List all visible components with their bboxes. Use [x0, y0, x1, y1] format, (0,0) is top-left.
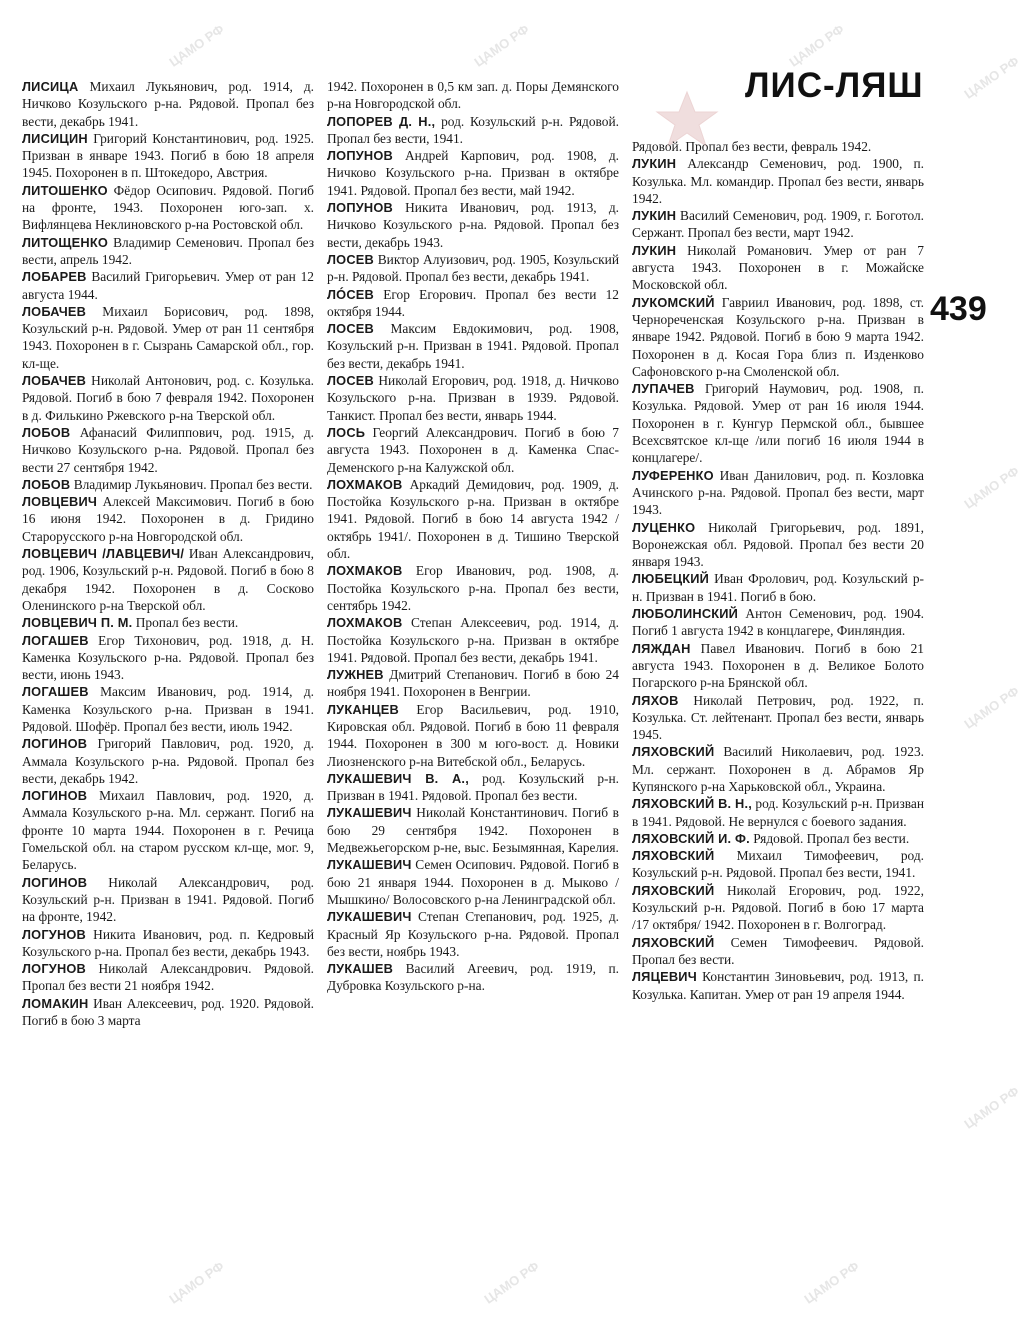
entry — [22, 683, 314, 735]
entry-details: Степан Алексеевич, род. 1914, д. Постойка Козульского р-на. Призван в октябре 1941. Рядовой. Пропал без вести, декабрь 1941. — [327, 615, 619, 665]
entry — [632, 640, 924, 692]
entry — [22, 476, 314, 493]
entry — [327, 424, 619, 476]
entry-details: Николай Константинович. Погиб в бою 29 сентября 1942. Похоронен в Медвежьегорском р-не, выс. Безымянная, Карелия. — [327, 805, 619, 856]
entry-details: Степан Степанович, род. 1925, д. Красный Яр Козульского р-на. Рядовой. Пропал без вести, ноябрь 1943. — [327, 909, 619, 959]
watermark-text: ЦАМО РФ — [166, 21, 227, 70]
entry-surname: ЛОПУНОВ — [327, 200, 393, 216]
entry-details: Иван Данилович, род. п. Козловка Ачинского р-на. Рядовой. Пропал без вести, март 1943. — [632, 467, 924, 518]
entry-surname: ЛИСИЦИН — [22, 130, 88, 146]
entry-details: Рядовой. Пропал без вести. — [753, 830, 910, 846]
entry-surname: ЛУКИН — [632, 156, 677, 172]
entry-surname: ЛУПАЧЕВ — [632, 381, 695, 397]
entry — [22, 926, 314, 961]
entry-details: Василий Семенович, род. 1909, г. Боготол. Сержант. Пропал без вести, март 1942. — [632, 208, 924, 241]
entry — [327, 476, 619, 562]
entry — [22, 614, 314, 631]
entry — [327, 286, 619, 321]
entry-surname: ЛЯХОВСКИЙ В. Н., — [632, 796, 753, 812]
entry-details: Иван Фролович, род. Козульский р-н. Призван в 1941. Погиб в бою. — [632, 571, 924, 604]
entry-surname: ЛУКАШЕВИЧ — [327, 857, 412, 873]
entry-details: Георгий Александрович. Погиб в бою 7 августа 1943. Похоронен в д. Каменка Спас-Деменского р-на Калужской обл. — [327, 424, 619, 475]
entry-surname: ЛУКИН — [632, 208, 677, 224]
entry-surname: ЛОБАЧЕВ — [22, 373, 87, 389]
entry-surname: ЛОГАШЕВ — [22, 684, 89, 700]
entry-surname: ЛЯХОВ — [632, 692, 679, 708]
entry-details: Егор Иванович, род. 1908, д. Постойка Козульского р-на. Пропал без вести, сентябрь 1942. — [327, 563, 619, 613]
entry-details: Семен Тимофеевич. Рядовой. Пропал без вести. — [632, 934, 924, 967]
entry — [327, 113, 619, 148]
entry-details: Алексей Максимович. Погиб в бою 16 июня 1942. Похоронен в д. Гридино Старорусского р-на Новгородской обл. — [22, 494, 314, 544]
entry-surname: ЛУКАШЕВ — [327, 961, 394, 977]
entry — [327, 251, 619, 286]
entry-surname: ЛУКАНЦЕВ — [327, 701, 399, 717]
entry-details: Дмитрий Степанович. Погиб в бою 24 ноября 1941. Похоронен в Венгрии. — [327, 667, 619, 700]
entry — [22, 960, 314, 995]
entry — [632, 380, 924, 466]
entry-surname: ЛУКАШЕВИЧ — [327, 909, 412, 925]
entry — [632, 968, 924, 1003]
entry-surname: ЛОГИНОВ — [22, 874, 88, 890]
entry — [632, 207, 924, 242]
entry-details: род. Козульский р-н. Рядовой. Пропал без вести, 1941. — [327, 113, 619, 146]
watermark-text: ЦАМО РФ — [961, 463, 1022, 512]
entry-surname: ЛИТОШЕНКО — [22, 182, 108, 198]
entry-surname: ЛУЦЕНКО — [632, 519, 696, 535]
entry-details: Никита Иванович, род. п. Кедровый Козульского р-на. Пропал без вести, декабрь 1943. — [22, 926, 314, 959]
entry-surname: ЛОГИНОВ — [22, 736, 88, 752]
entry — [22, 372, 314, 424]
entry-details: 1942. Похоронен в 0,5 км зап. д. Поры Демянского р-на Новгородской обл. — [327, 79, 619, 112]
entry-surname: ЛОГАШЕВ — [22, 632, 89, 648]
entry — [632, 570, 924, 605]
entry-details: Владимир Лукьянович. Пропал без вести. — [73, 476, 313, 492]
entry-surname: ЛЮБОЛИНСКИЙ — [632, 606, 739, 622]
entry — [632, 795, 924, 830]
entry — [632, 830, 924, 847]
entry — [327, 320, 619, 372]
entry-details: Николай Антонович, род. с. Козулька. Рядовой. Погиб в бою 7 февраля 1942. Похоронен в д. Филькино Ржевского р-на Тверской обл. — [22, 373, 314, 423]
entry-details: Михаил Тимофеевич, род. Козульский р-н. Рядовой. Пропал без вести, 1941. — [632, 848, 924, 881]
entry — [632, 847, 924, 882]
entry-details: Николай Петрович, род. 1922, п. Козулька. Ст. лейтенант. Пропал без вести, январь 1945. — [632, 692, 924, 743]
entry — [632, 294, 924, 380]
entry — [327, 701, 619, 770]
entry-details: Николай Егорович, род. 1922, Козульский р-н. Рядовой. Погиб в бою 17 марта /17 октября/ 1942. Похоронен в г. Волгоград. — [632, 882, 924, 933]
entry — [327, 960, 619, 995]
entry — [22, 130, 314, 182]
entry-surname: ЛОМАКИН — [22, 995, 89, 1011]
entry — [22, 182, 314, 234]
entry-surname: ЛУКОМСКИЙ — [632, 294, 715, 310]
entry-details: Григорий Павлович, род. 1920, д. Аммала Козульского р-на. Рядовой. Пропал без вести, декабрь 1942. — [22, 736, 314, 786]
entry-surname: ЛОВЦЕВИЧ — [22, 494, 98, 510]
entry-details: Максим Иванович, род. 1914, д. Каменка Козульского р-на. Призван в 1941. Рядовой. Шофёр. Пропал без вести, июль 1942. — [22, 684, 314, 734]
entry-surname: ЛОВЦЕВИЧ /ЛАВЦЕВИЧ/ — [22, 546, 185, 562]
entry-surname: ЛОГУНОВ — [22, 926, 86, 942]
entry — [327, 199, 619, 251]
entry-surname: ЛЯХОВСКИЙ — [632, 848, 715, 864]
text-column-3 — [632, 138, 924, 1003]
entry-details: Николай Григорьевич, род. 1891, Воронежская обл. Рядовой. Пропал без вести 20 января 1943. — [632, 519, 924, 570]
entry — [632, 138, 924, 155]
entry-surname: ЛОБАРЕВ — [22, 269, 87, 285]
entry-surname: ЛУФЕРЕНКО — [632, 467, 714, 483]
entry-details: Михаил Борисович, род. 1898, Козульский р-н. Рядовой. Умер от ран 11 сентября 1943. Похоронен в г. Сызрань Самарской обл., гор. кл-ще. — [22, 303, 314, 371]
entry-details: Василий Агеевич, род. 1919, п. Дубровка Козульского р-на. — [327, 961, 619, 994]
entry-surname: ЛОХМАКОВ — [327, 615, 403, 631]
entry-surname: ЛОБАЧЕВ — [22, 303, 87, 319]
entry — [327, 856, 619, 908]
entry-details: Николай Романович. Умер от ран 7 августа 1943. Похоронен в г. Можайске Московской обл. — [632, 242, 924, 293]
entry-details: Аркадий Демидович, род. 1909, д. Постойка Козульского р-на. Призван в октябре 1941. Рядовой. Погиб в бою 14 августа 1942 /октябрь 1941/. Похоронен в д. Тишино Тверской обл. — [327, 476, 619, 562]
watermark-text: ЦАМО РФ — [166, 1258, 227, 1307]
entry-surname: ЛУЖНЕВ — [327, 667, 384, 683]
entry-details: род. Козульский р-н. Призван в 1941. Рядовой. Пропал без вести. — [327, 770, 619, 804]
entry-surname: ЛЮБЕЦКИЙ — [632, 571, 710, 587]
entry-surname: ЛЯЦЕВИЧ — [632, 969, 697, 985]
text-column-2 — [327, 78, 619, 995]
entry — [327, 147, 619, 199]
entry — [22, 545, 314, 614]
entry-surname: ЛОХМАКОВ — [327, 563, 403, 579]
entry-details: Андрей Карпович, род. 1908, д. Ничково Козульского р-на. Призван в октябре 1941. Рядовой. Пропал без вести, май 1942. — [327, 148, 619, 198]
entry-details: Пропал без вести. — [135, 615, 239, 631]
entry-surname: ЛОГУНОВ — [22, 961, 86, 977]
entry — [22, 303, 314, 372]
entry — [327, 372, 619, 424]
entry-surname: ЛÓСЕВ — [327, 286, 374, 302]
entry-details: род. Козульский р-н. Призван в 1941. Рядовой. Не вернулся с боевого задания. — [632, 796, 924, 829]
entry — [327, 78, 619, 113]
entry-surname: ЛОПОРЕВ Д. Н., — [327, 113, 436, 129]
entry-details: Николай Егорович, род. 1918, д. Ничково Козульского р-на. Призван в 1939. Рядовой. Танкист. Пропал без вести, январь 1944. — [327, 373, 619, 423]
entry-surname: ЛУКАШЕВИЧ В. А., — [327, 770, 469, 786]
entry — [327, 562, 619, 614]
entry-surname: ЛОСЕВ — [327, 251, 374, 267]
entry-surname: ЛЯХОВСКИЙ И. Ф. — [632, 830, 750, 846]
entry-surname: ЛЯХОВСКИЙ — [632, 744, 715, 760]
entry-details: Рядовой. Пропал без вести, февраль 1942. — [632, 139, 872, 154]
entry-surname: ЛОПУНОВ — [327, 148, 393, 164]
entry-details: Фёдор Осипович. Рядовой. Погиб на фронте, 1943. Похоронен юго-зап. х. Вифлянцева Неклиновского р-на Ростовской обл. — [22, 182, 314, 233]
entry-details: Антон Семенович, род. 1904. Погиб 1 августа 1942 в концлагере, Финляндия. — [632, 606, 924, 639]
entry-surname: ЛЯЖДАН — [632, 640, 691, 656]
entry-surname: ЛОСЕВ — [327, 321, 374, 337]
entry-details: Владимир Семенович. Пропал без вести, апрель 1942. — [22, 234, 314, 267]
watermark-text: ЦАМО РФ — [801, 1258, 862, 1307]
entry — [632, 743, 924, 795]
entry-details: Николай Александрович, род. Козульский р-н. Призван в 1941. Рядовой. Погиб на фронте, 1942. — [22, 874, 314, 925]
entry — [632, 155, 924, 207]
entry — [22, 874, 314, 926]
text-column-1 — [22, 78, 314, 1029]
entry — [22, 632, 314, 684]
entry-details: Гавриил Иванович, род. 1898, ст. Чернореченская Козульского р-на. Призван в январе 1942. Рядовой. Погиб в бою 9 марта 1942. Похоронен в д. Косая Гора близ п. Изденково Сафоновского р-на Смоленской обл. — [632, 294, 924, 379]
entry — [22, 78, 314, 130]
entry — [632, 882, 924, 934]
entry-surname: ЛИТОЩЕНКО — [22, 234, 109, 250]
entry — [22, 493, 314, 545]
entry-surname: ЛОБОВ — [22, 476, 71, 492]
entry-details: Николай Александрович. Рядовой. Пропал без вести 21 ноября 1942. — [22, 961, 314, 994]
watermark-text: ЦАМО РФ — [961, 683, 1022, 732]
entry — [632, 934, 924, 969]
entry — [632, 605, 924, 640]
entry-details: Александр Семенович, род. 1900, п. Козулька. Мл. командир. Пропал без вести, январь 1942. — [632, 156, 924, 206]
entry — [22, 268, 314, 303]
entry-surname: ЛУКИН — [632, 242, 677, 258]
entry-details: Павел Иванович. Погиб в бою 21 августа 1943. Похоронен в д. Великое Болото Погарского р-на Брянской обл. — [632, 640, 924, 691]
entry-surname: ЛОХМАКОВ — [327, 476, 403, 492]
entry — [327, 666, 619, 701]
watermark-text: ЦАМО РФ — [961, 1083, 1022, 1132]
entry — [632, 519, 924, 571]
watermark-text: ЦАМО РФ — [471, 21, 532, 70]
watermark-text: ЦАМО РФ — [961, 53, 1022, 102]
entry — [327, 770, 619, 805]
entry-details: Виктор Алуизович, род. 1905, Козульский р-н. Рядовой. Пропал без вести, декабрь 1941. — [327, 251, 620, 285]
entry — [22, 995, 314, 1030]
entry — [632, 242, 924, 294]
entry-details: Семен Осипович. Рядовой. Погиб в бою 21 января 1944. Похоронен в д. Мыково /Мышкино/ Волосовского р-на Ленинградской обл. — [327, 857, 619, 907]
page-number: 439 — [930, 290, 987, 328]
entry-surname: ЛУКАШЕВИЧ — [327, 805, 412, 821]
entry-details: Максим Евдокимович, род. 1908, Козульский р-н. Призван в 1941. Рядовой. Пропал без вести, декабрь 1941. — [327, 321, 619, 371]
entry-details: Григорий Наумович, род. 1908, п. Козулька. Рядовой. Умер от ран 16 июля 1944. Похоронен в г. Кунгур Пермской обл., бывшее Всехсвятское кл-ще /или погиб 16 июля 1944 в концлагере/. — [632, 381, 924, 466]
entry — [632, 692, 924, 744]
entry-details: Никита Иванович, род. 1913, д. Ничково Козульского р-на. Рядовой. Пропал без вести, декабрь 1943. — [327, 200, 619, 250]
entry — [327, 804, 619, 856]
entry — [327, 908, 619, 960]
entry-details: Афанасий Филиппович, род. 1915, д. Ничково Козульского р-на. Рядовой. Пропал без вести 27 сентября 1942. — [22, 424, 314, 475]
entry-details: Иван Александрович, род. 1906, Козульский р-н. Рядовой. Погиб в бою 8 декабря 1942. Похоронен в д. Сосково Оленинского р-на Тверской обл. — [22, 546, 314, 613]
entry-details: Михаил Лукьянович, род. 1914, д. Ничково Козульского р-на. Рядовой. Пропал без вести, декабрь 1941. — [22, 79, 314, 129]
entry-details: Константин Зиновьевич, род. 1913, п. Козулька. Капитан. Умер от ран 19 апреля 1944. — [632, 969, 924, 1002]
entry-surname: ЛОБОВ — [22, 424, 71, 440]
entry-details: Василий Григорьевич. Умер от ран 12 августа 1944. — [22, 269, 314, 302]
entry-surname: ЛОСЬ — [327, 424, 366, 440]
entry-details: Егор Васильевич, род. 1910, Кировская обл. Рядовой. Погиб в бою 11 февраля 1944. Похоронен в 300 м юго-вост. д. Новики Лиозненского р-на Витебской обл., Беларусь. — [327, 701, 619, 769]
entry-details: Иван Алексеевич, род. 1920. Рядовой. Погиб в бою 3 марта — [22, 995, 314, 1029]
entry-details: Михаил Павлович, род. 1920, д. Аммала Козульского р-на. Мл. сержант. Погиб на фронте 10 марта 1944. Похоронен в г. Речица Гомельской обл. на старом русском кл-ще, мог. 9, Беларусь. — [22, 788, 314, 873]
entry-details: Григорий Константинович, род. 1925. Призван в январе 1943. Погиб в бою 18 апреля 1945. Похоронен в п. Штокедоро, Австрия. — [22, 130, 314, 181]
watermark-text: ЦАМО РФ — [786, 21, 847, 70]
entry — [22, 424, 314, 476]
entry — [327, 614, 619, 666]
entry-surname: ЛОГИНОВ — [22, 788, 88, 804]
entry-surname: ЛОСЕВ — [327, 373, 374, 389]
entry-details: Егор Тихонович, род. 1918, д. Н. Каменка Козульского р-на. Рядовой. Пропал без вести, июнь 1943. — [22, 632, 314, 683]
entry — [632, 467, 924, 519]
entry-surname: ЛЯХОВСКИЙ — [632, 934, 715, 950]
entry — [22, 234, 314, 269]
entry-details: Егор Егорович. Пропал без вести 12 октября 1944. — [327, 286, 619, 319]
entry-surname: ЛИСИЦА — [22, 79, 79, 94]
entry — [22, 735, 314, 787]
watermark-text: ЦАМО РФ — [481, 1258, 542, 1307]
entry-details: Василий Николаевич, род. 1923. Мл. сержант. Похоронен в д. Абрамов Яр Купянского р-на Харьковской обл., Украина. — [632, 744, 924, 794]
entry-surname: ЛОВЦЕВИЧ П. М. — [22, 615, 133, 631]
page-title: ЛИС-ЛЯШ — [745, 66, 924, 105]
entry — [22, 787, 314, 873]
entry-surname: ЛЯХОВСКИЙ — [632, 882, 715, 898]
